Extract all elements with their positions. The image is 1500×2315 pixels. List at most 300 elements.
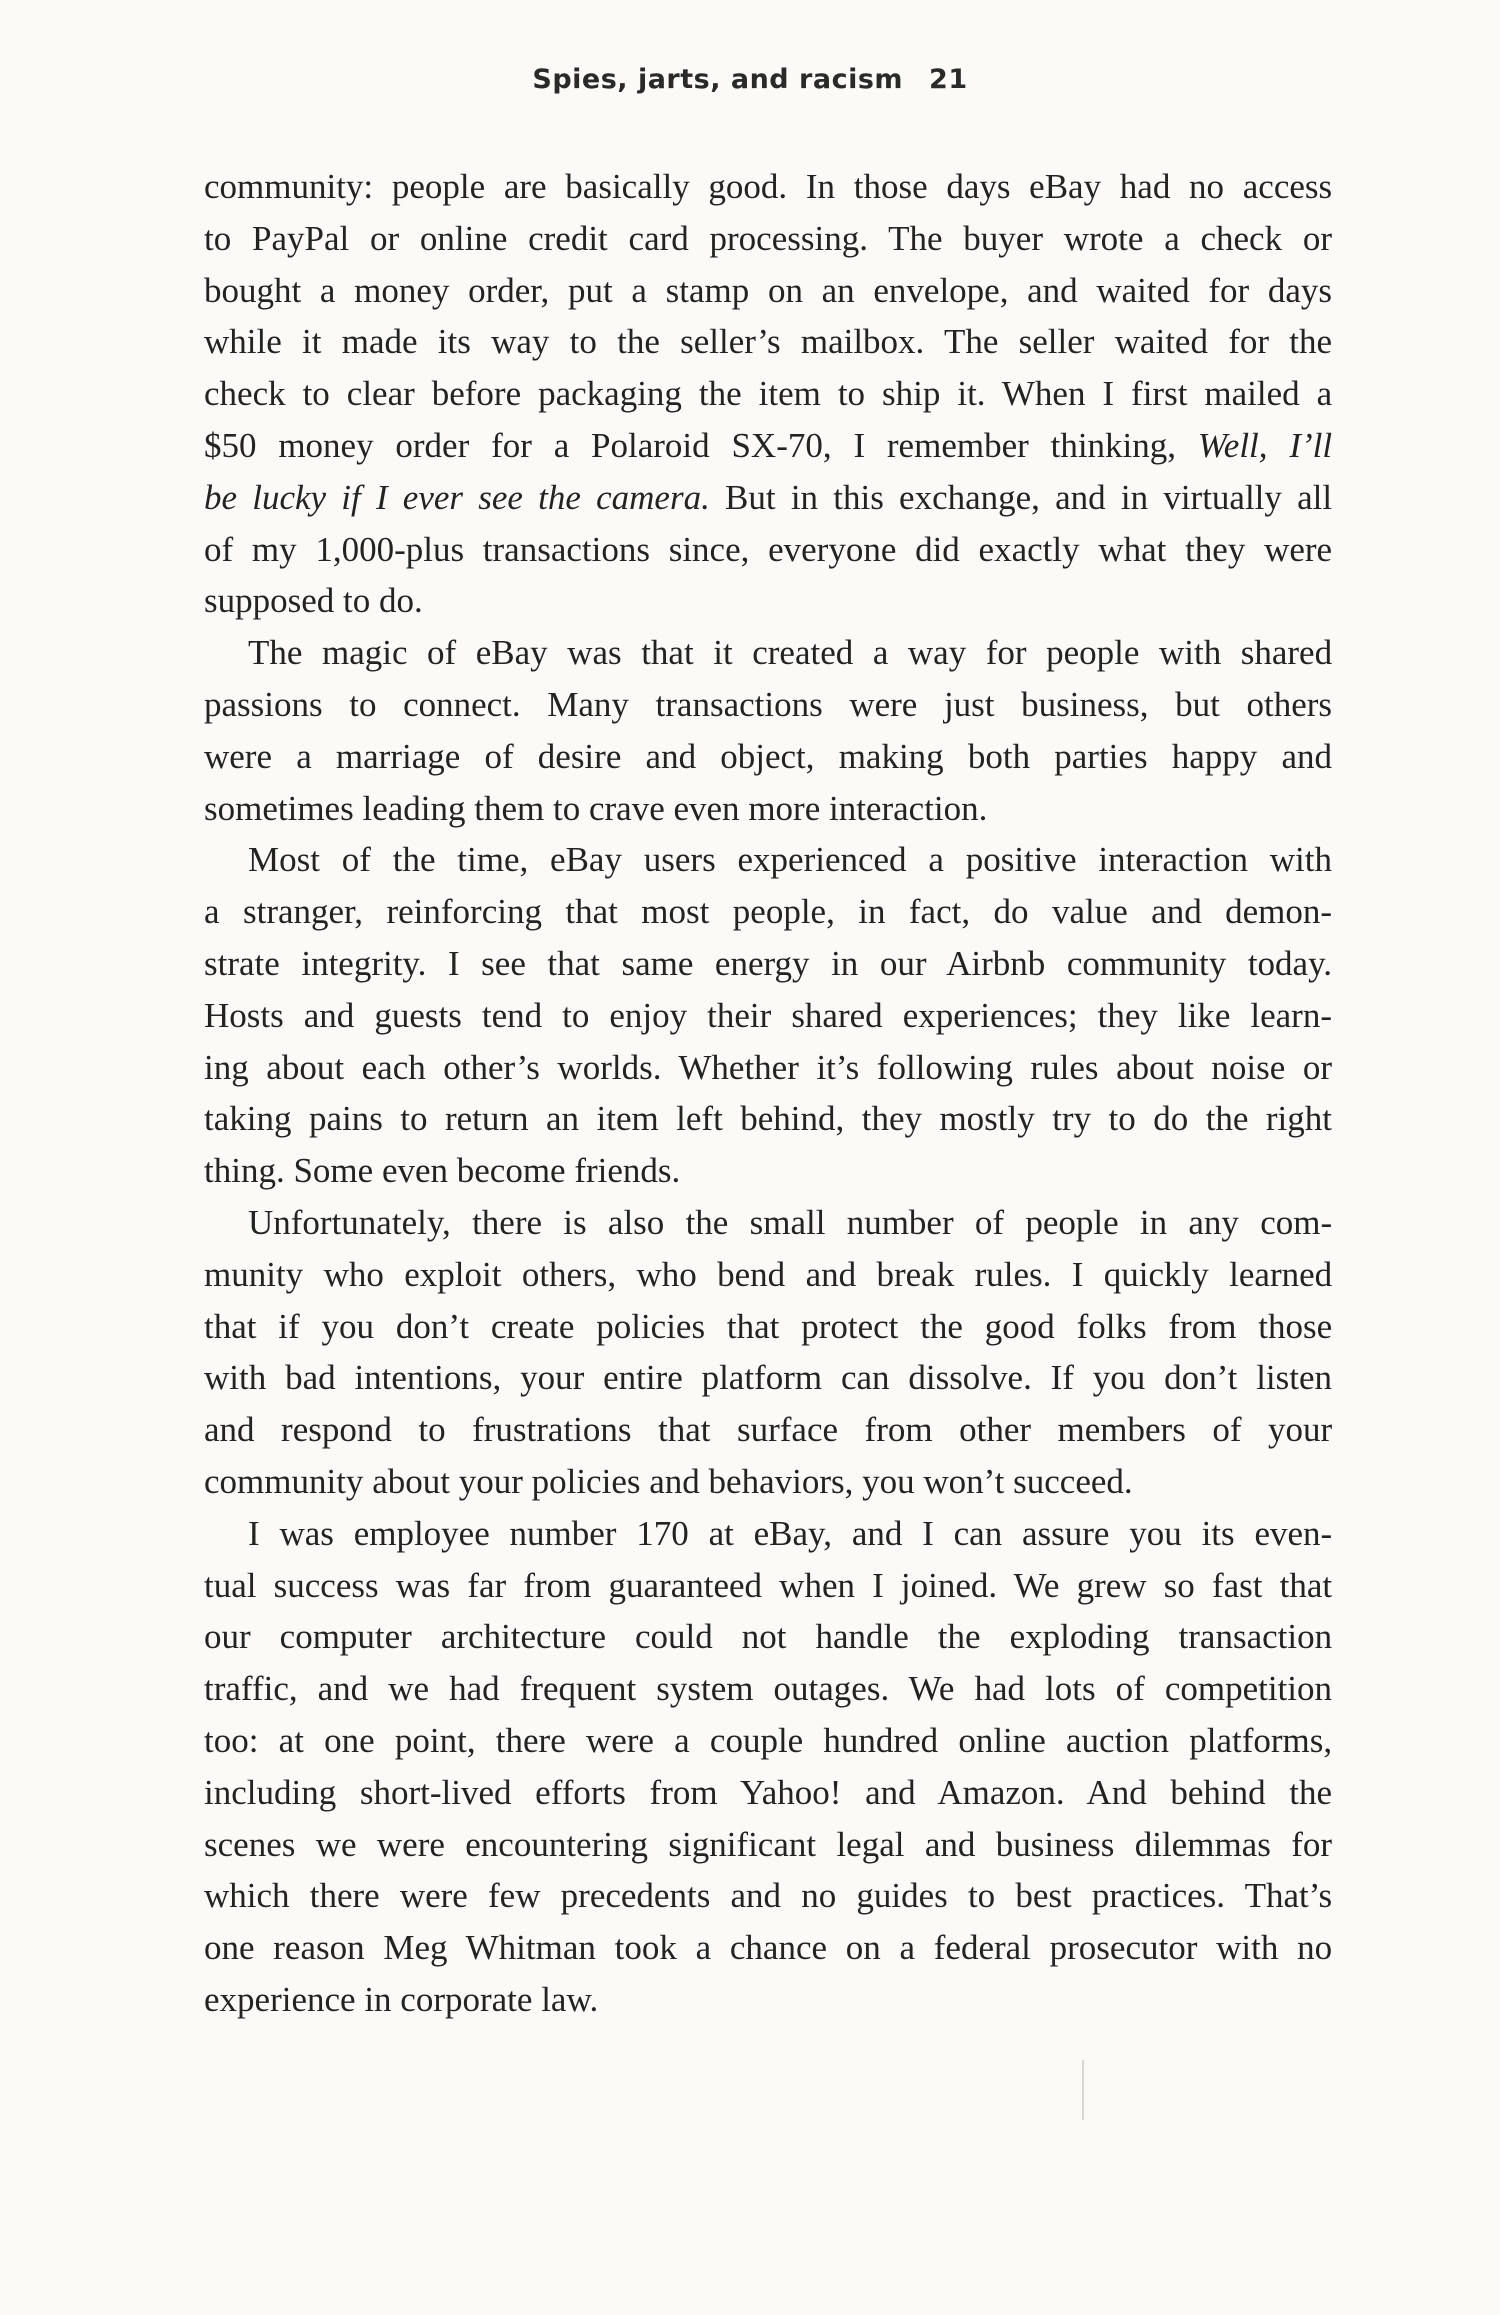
- word: time,: [457, 840, 529, 880]
- word: basically: [565, 167, 690, 206]
- text-line: [204, 1663, 1332, 1715]
- word: encountering: [465, 1824, 648, 1864]
- word: there: [472, 1202, 543, 1242]
- word: check: [204, 374, 286, 414]
- word: and: [204, 1410, 255, 1450]
- word: platforms,: [1189, 1720, 1333, 1760]
- word: learned: [1229, 1254, 1333, 1294]
- word: see: [481, 943, 526, 983]
- word: don’t: [1164, 1358, 1238, 1398]
- word: and: [1151, 892, 1202, 932]
- word: number: [846, 1202, 954, 1242]
- word: can: [953, 1513, 1003, 1553]
- word: shared: [1240, 633, 1333, 673]
- word: more: [748, 788, 821, 828]
- word: from: [649, 1772, 718, 1812]
- word: won’t: [923, 1461, 1005, 1501]
- word: tend: [481, 995, 543, 1035]
- word: mostly: [939, 1099, 1035, 1139]
- word: munity: [204, 1254, 304, 1294]
- word: you: [862, 1461, 915, 1501]
- scan-artifact: [1082, 2060, 1084, 2120]
- word: waited: [1114, 322, 1208, 362]
- word: interaction: [1098, 840, 1248, 880]
- word: is: [563, 1202, 587, 1242]
- italic-word: lucky: [252, 477, 327, 517]
- word: sometimes: [204, 788, 354, 828]
- word: an: [821, 270, 855, 310]
- word: and: [645, 736, 697, 776]
- word: they: [1185, 529, 1246, 569]
- word: dilemmas: [1134, 1824, 1271, 1864]
- word: Some: [293, 1151, 374, 1191]
- word: reason: [273, 1928, 365, 1968]
- word: do: [993, 892, 1029, 932]
- word: if: [278, 1306, 300, 1346]
- word: there: [495, 1720, 566, 1760]
- word: return: [444, 1099, 529, 1139]
- word: before: [431, 374, 522, 414]
- word: all: [1297, 477, 1333, 517]
- word: money: [278, 425, 374, 465]
- word: transaction: [1178, 1617, 1333, 1657]
- word: Airbnb: [946, 943, 1046, 983]
- word: from: [864, 1410, 933, 1450]
- word: grew: [1076, 1565, 1147, 1605]
- italic-word: the: [538, 477, 581, 517]
- word: a: [319, 270, 336, 310]
- word: to: [349, 684, 377, 724]
- word: become: [456, 1151, 566, 1191]
- word: policies: [531, 1461, 641, 1501]
- word: wrote: [1063, 218, 1144, 258]
- word: guests: [374, 995, 462, 1035]
- word: and: [805, 1254, 857, 1294]
- word: while: [204, 322, 282, 362]
- word: who: [323, 1254, 384, 1294]
- word: to: [418, 1410, 446, 1450]
- word: the: [1205, 1099, 1249, 1139]
- word: auction: [1066, 1720, 1170, 1760]
- text-line: [204, 886, 1332, 938]
- word: from: [523, 1565, 592, 1605]
- word: was: [567, 633, 622, 673]
- word: even-: [1254, 1513, 1333, 1553]
- word: this: [833, 477, 884, 517]
- word: had: [974, 1669, 1025, 1709]
- word: the: [1289, 1772, 1333, 1812]
- word: ship: [882, 374, 941, 414]
- word: employee: [353, 1513, 490, 1553]
- word: making: [838, 736, 944, 776]
- word: entire: [603, 1358, 683, 1398]
- text-line: [204, 1922, 1332, 1974]
- word: the: [392, 840, 436, 880]
- word: to: [343, 581, 371, 621]
- word: noise: [1211, 1047, 1286, 1087]
- word: worlds.: [557, 1047, 662, 1087]
- word: precedents: [560, 1876, 711, 1916]
- word: for: [1291, 1824, 1332, 1864]
- word: just: [943, 684, 995, 724]
- word: eBay,: [753, 1513, 833, 1553]
- word: transactions: [482, 529, 650, 569]
- word: even: [381, 1151, 449, 1191]
- text-line: [204, 627, 1332, 679]
- word: for: [491, 425, 532, 465]
- word: strate: [204, 943, 280, 983]
- word: they: [861, 1099, 922, 1139]
- word: corporate: [400, 1979, 533, 2019]
- word: in: [790, 477, 819, 517]
- word: far: [467, 1565, 507, 1605]
- word: respond: [281, 1410, 392, 1450]
- word: order: [395, 425, 470, 465]
- word: SX-70,: [731, 425, 832, 465]
- word: computer: [279, 1617, 412, 1657]
- word: were: [204, 736, 273, 776]
- word: are: [503, 167, 547, 206]
- word: everyone: [768, 529, 897, 569]
- word: were: [399, 1876, 468, 1916]
- word: Whitman: [465, 1928, 596, 1968]
- word: system: [656, 1669, 754, 1709]
- word: pains: [308, 1099, 383, 1139]
- word: exploding: [1009, 1617, 1150, 1657]
- word: with: [1158, 633, 1222, 673]
- word: days: [1267, 270, 1333, 310]
- word: fast: [1211, 1565, 1263, 1605]
- text-line: [204, 524, 1332, 576]
- word: days: [946, 167, 1011, 206]
- word: card: [628, 218, 689, 258]
- word: can: [840, 1358, 890, 1398]
- word: credit: [528, 218, 608, 258]
- word: guaranteed: [608, 1565, 763, 1605]
- word: any: [1188, 1202, 1239, 1242]
- word: and: [649, 1461, 700, 1501]
- word: I: [872, 1565, 884, 1605]
- word: of: [974, 1202, 1005, 1242]
- word: at: [708, 1513, 734, 1553]
- word: today.: [1247, 943, 1333, 983]
- word: surface: [737, 1410, 839, 1450]
- word: following: [876, 1047, 1013, 1087]
- word: folks: [1076, 1306, 1147, 1346]
- word: bought: [204, 270, 302, 310]
- text-line: [204, 1819, 1332, 1871]
- word: no: [801, 1876, 837, 1916]
- word: it: [713, 633, 733, 673]
- word: with: [1216, 1928, 1279, 1968]
- word: friends.: [574, 1151, 681, 1191]
- word: reinforcing: [386, 892, 542, 932]
- word: and: [865, 1772, 916, 1812]
- word: them: [474, 788, 545, 828]
- word: were: [376, 1824, 445, 1864]
- word: Many: [547, 684, 629, 724]
- word: put: [568, 270, 613, 310]
- word: business,: [1021, 684, 1149, 724]
- word: community:: [204, 167, 374, 206]
- word: including: [204, 1772, 337, 1812]
- text-line: [204, 1145, 1332, 1197]
- word: to: [967, 1876, 996, 1916]
- word: item: [758, 374, 821, 414]
- word: a: [899, 1928, 916, 1968]
- text-line: [204, 1611, 1332, 1663]
- word: in: [1139, 1202, 1168, 1242]
- word: thinking,: [1050, 425, 1177, 465]
- word: for: [1208, 270, 1250, 310]
- word: one: [324, 1720, 375, 1760]
- word: you: [1092, 1358, 1146, 1398]
- word: remember: [886, 425, 1029, 465]
- word: thing.: [204, 1151, 285, 1191]
- word: on: [767, 270, 803, 310]
- word: create: [490, 1306, 575, 1346]
- word: scenes: [204, 1824, 296, 1864]
- word: small: [749, 1202, 826, 1242]
- word: processing.: [709, 218, 868, 258]
- word: of: [204, 529, 234, 569]
- word: joined.: [900, 1565, 998, 1605]
- text-line: [204, 1249, 1332, 1301]
- word: magic: [321, 633, 408, 673]
- word: you: [1129, 1513, 1182, 1553]
- italic-word: see: [478, 477, 523, 517]
- word: I: [853, 425, 866, 465]
- text-line: [204, 1352, 1332, 1404]
- word: about: [266, 1047, 345, 1087]
- word: was: [395, 1565, 451, 1605]
- word: interaction.: [828, 788, 988, 828]
- word: left: [676, 1099, 723, 1139]
- word: Most: [248, 840, 320, 880]
- text-line: [204, 1767, 1332, 1819]
- word: rules.: [974, 1254, 1052, 1294]
- word: check: [1200, 218, 1283, 258]
- word: I: [1071, 1254, 1084, 1294]
- word: Whether: [678, 1047, 799, 1087]
- text-line: [204, 575, 1332, 627]
- word: from: [1168, 1306, 1237, 1346]
- word: policies: [596, 1306, 706, 1346]
- text-line: [204, 1301, 1332, 1353]
- word: each: [361, 1047, 426, 1087]
- text-line: [204, 731, 1332, 783]
- text-line: [204, 783, 1332, 835]
- text-line: [204, 679, 1332, 731]
- word: short-lived: [359, 1772, 512, 1812]
- word: of: [427, 633, 457, 673]
- word: way: [491, 322, 550, 362]
- italic-word: if: [341, 477, 361, 517]
- word: the: [937, 1617, 981, 1657]
- word: way: [907, 633, 967, 673]
- word: with: [1269, 840, 1333, 880]
- word: online: [958, 1720, 1046, 1760]
- text-line: [204, 1456, 1332, 1508]
- word: hundred: [823, 1720, 939, 1760]
- word: which: [204, 1876, 290, 1916]
- word: also: [607, 1202, 665, 1242]
- italic-word: be: [204, 477, 238, 517]
- word: about: [372, 1461, 450, 1501]
- word: But: [725, 477, 776, 517]
- word: to: [837, 374, 866, 414]
- word: I: [922, 1513, 934, 1553]
- word: most: [641, 892, 710, 932]
- word: PayPal: [251, 218, 350, 258]
- word: of: [484, 736, 514, 776]
- word: same: [621, 943, 694, 983]
- word: federal: [933, 1928, 1031, 1968]
- word: success: [273, 1565, 379, 1605]
- word: a: [928, 840, 944, 880]
- italic-word: Well,: [1197, 425, 1268, 465]
- word: mailed: [1204, 374, 1300, 414]
- word: were: [585, 1720, 654, 1760]
- word: I: [248, 1513, 260, 1553]
- word: few: [488, 1876, 541, 1916]
- word: Yahoo!: [739, 1772, 842, 1812]
- page-number: 21: [929, 64, 968, 95]
- word: couple: [709, 1720, 804, 1760]
- word: positive: [965, 840, 1077, 880]
- word: had: [1119, 167, 1171, 206]
- word: clear: [346, 374, 415, 414]
- word: a: [695, 1928, 712, 1968]
- word: seller’s: [680, 322, 781, 362]
- word: its: [1201, 1513, 1235, 1553]
- word: frustrations: [472, 1410, 632, 1450]
- word: community: [1066, 943, 1227, 983]
- running-header: [0, 64, 1500, 95]
- word: transactions: [655, 684, 823, 724]
- word: I: [1102, 374, 1115, 414]
- word: to: [569, 322, 597, 362]
- word: taking: [204, 1099, 292, 1139]
- word: competition: [1164, 1669, 1333, 1709]
- word: intentions,: [354, 1358, 502, 1398]
- word: on: [845, 1928, 881, 1968]
- italic-word: camera.: [596, 477, 710, 517]
- word: to: [552, 788, 581, 828]
- word: your: [1267, 1410, 1333, 1450]
- word: was: [279, 1513, 334, 1553]
- word: efforts: [535, 1772, 626, 1812]
- word: a: [1316, 374, 1333, 414]
- word: When: [1001, 374, 1086, 414]
- word: waited: [1096, 270, 1190, 310]
- word: behaviors,: [708, 1461, 854, 1501]
- word: to: [204, 218, 232, 258]
- word: and: [851, 1513, 903, 1553]
- word: a: [553, 425, 570, 465]
- text-line: [204, 161, 1332, 213]
- word: a: [204, 892, 220, 932]
- word: leading: [362, 788, 466, 828]
- word: stamp: [665, 270, 750, 310]
- word: The: [943, 322, 999, 362]
- word: marriage: [335, 736, 461, 776]
- word: practices.: [1091, 1876, 1226, 1916]
- word: access: [1242, 167, 1333, 206]
- word: or: [369, 218, 400, 258]
- word: the: [1289, 322, 1333, 362]
- word: it.: [957, 374, 986, 414]
- word: one: [204, 1928, 255, 1968]
- word: were: [1264, 529, 1333, 569]
- word: a: [674, 1720, 690, 1760]
- word: I: [447, 943, 460, 983]
- text-line: [204, 420, 1332, 472]
- text-line: [204, 265, 1332, 317]
- word: eBay: [475, 633, 548, 673]
- word: experience: [204, 1979, 356, 2019]
- word: that: [204, 1306, 257, 1346]
- word: lots: [1045, 1669, 1096, 1709]
- word: our: [879, 943, 927, 983]
- word: in: [1120, 477, 1149, 517]
- word: packaging: [538, 374, 682, 414]
- word: for: [1228, 322, 1270, 362]
- word: that: [1279, 1565, 1333, 1605]
- word: their: [707, 995, 772, 1035]
- word: envelope,: [873, 270, 1009, 310]
- word: in: [831, 943, 859, 983]
- word: assure: [1022, 1513, 1110, 1553]
- text-line: [204, 1404, 1332, 1456]
- word: That’s: [1244, 1876, 1333, 1916]
- word: do: [1153, 1099, 1189, 1139]
- word: number: [509, 1513, 617, 1553]
- word: not: [741, 1617, 787, 1657]
- word: others,: [521, 1254, 617, 1294]
- word: virtually: [1163, 477, 1282, 517]
- word: money: [354, 270, 450, 310]
- text-line: [204, 213, 1332, 265]
- word: and: [1281, 736, 1332, 776]
- word: there: [309, 1876, 380, 1916]
- word: created: [752, 633, 854, 673]
- word: at: [278, 1720, 304, 1760]
- word: of: [1115, 1669, 1145, 1709]
- word: your: [520, 1358, 585, 1398]
- text-line: [204, 990, 1332, 1042]
- word: passions: [204, 684, 323, 724]
- word: fact,: [908, 892, 971, 932]
- word: and: [317, 1669, 369, 1709]
- word: eBay: [1029, 167, 1102, 206]
- word: outages.: [773, 1669, 890, 1709]
- word: business: [995, 1824, 1115, 1864]
- word: no: [1297, 1928, 1333, 1968]
- word: about: [1116, 1047, 1194, 1087]
- word: chance: [729, 1928, 828, 1968]
- word: people,: [732, 892, 835, 932]
- word: architecture: [440, 1617, 606, 1657]
- word: legal: [836, 1824, 905, 1864]
- word: who: [636, 1254, 697, 1294]
- word: learn-: [1250, 995, 1332, 1035]
- word: both: [967, 736, 1031, 776]
- text-line: [204, 1974, 1332, 2026]
- word: behind: [1170, 1772, 1266, 1812]
- text-line: [204, 938, 1332, 990]
- word: right: [1265, 1099, 1333, 1139]
